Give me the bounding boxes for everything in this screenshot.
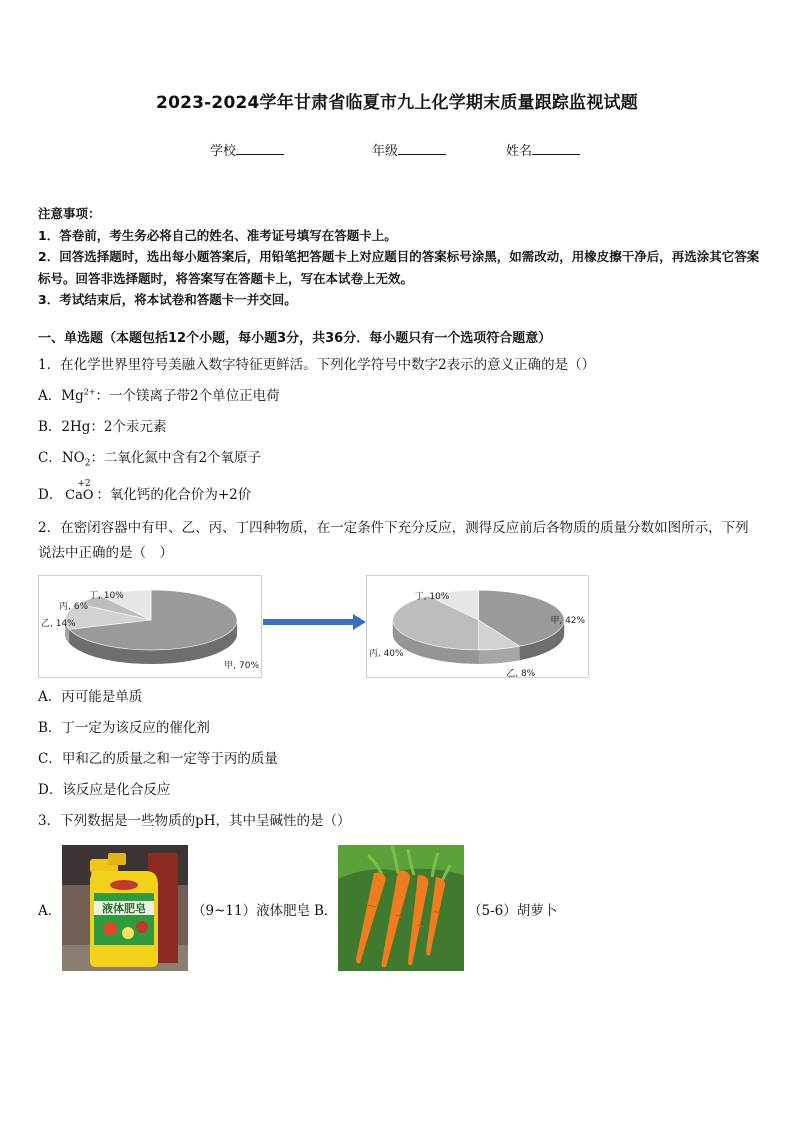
q1-a-text: ：一个镁离子带2个单位正电荷	[95, 388, 280, 404]
q3-option-b-label[interactable]: B．	[314, 903, 338, 919]
notes-block	[38, 203, 760, 311]
q3-option-a-label[interactable]: A．	[38, 903, 62, 919]
soap-label-text: 液体肥皂	[102, 902, 146, 915]
q2-option-a[interactable]: A．丙可能是单质	[38, 689, 143, 705]
question-2-stem: 2．在密闭容器中有甲、乙、丙、丁四种物质，在一定条件下充分反应，测得反应前后各物质的质量分数如图所示，下列说法中正确的是（ ）	[38, 520, 749, 561]
question-3-stem: 3．下列数据是一些物质的pH，其中呈碱性的是（）	[38, 813, 351, 829]
carrot-image	[338, 845, 464, 971]
q1-a-sup: 2+	[83, 387, 96, 397]
grade-field[interactable]	[372, 140, 446, 159]
pie-chart-before	[38, 575, 262, 678]
q1-option-d[interactable]	[38, 479, 252, 503]
notes-item: 1．答卷前，考生务必将自己的姓名、准考证号填写在答题卡上。	[38, 227, 397, 243]
school-field[interactable]	[210, 140, 284, 159]
liquid-soap-image	[62, 845, 188, 971]
q2-option-b[interactable]: B．丁一定为该反应的催化剂	[38, 720, 210, 736]
pie-chart-before-svg	[39, 576, 261, 677]
page-title: 2023-2024学年甘肃省临夏市九上化学期末质量跟踪监视试题	[156, 93, 638, 113]
school-label: 学校	[210, 144, 237, 159]
q1-d-text: ：氧化钙的化合价为+2价	[96, 487, 252, 503]
q1-c-prefix: C．NO	[38, 450, 85, 466]
q2-option-c[interactable]: C．甲和乙的质量之和一定等于丙的质量	[38, 751, 278, 767]
grade-label: 年级	[372, 144, 399, 159]
name-field[interactable]	[506, 140, 580, 159]
q1-c-sub: 2	[84, 458, 91, 469]
pie-label-甲: 甲, 42%	[550, 616, 586, 627]
q3-option-a-text: （9~11）液体肥皂	[192, 903, 311, 919]
notes-heading: 注意事项：	[38, 206, 101, 221]
q1-a-prefix: A．Mg	[38, 388, 84, 404]
q1-option-c[interactable]	[38, 446, 261, 469]
pie-label-丙: 丙, 40%	[368, 648, 404, 659]
question-1-stem: 1．在化学世界里符号美融入数字特征更鲜活。下列化学符号中数字2表示的意义正确的是（）	[38, 357, 596, 373]
pie-label-乙: 乙, 14%	[41, 619, 76, 629]
q1-d-prefix: D．	[38, 487, 63, 503]
pie-chart-after-svg	[367, 576, 588, 677]
pie-label-丁: 丁, 10%	[414, 592, 450, 603]
pie-label-甲: 甲, 70%	[224, 661, 259, 671]
q1-c-text: ：二氧化氮中含有2个氧原子	[90, 450, 262, 466]
arrow-icon	[263, 614, 367, 630]
q1-option-a[interactable]	[38, 384, 280, 404]
section-heading: 一、单选题（本题包括12个小题，每小题3分，共36分．每小题只有一个选项符合题意）	[38, 331, 552, 346]
notes-item: 2．回答选择题时，选出每小题答案后，用铅笔把答题卡上对应题目的答案标号涂黑，如需改动，用橡皮擦干净后，再选涂其它答案标号。回答非选择题时，将答案写在答题卡上，写在本试卷上无效。	[38, 249, 760, 286]
notes-item: 3．考试结束后，将本试卷和答题卡一并交回。	[38, 292, 297, 307]
name-label: 姓名	[506, 144, 533, 159]
q1-d-formula: CaO	[65, 488, 94, 503]
q3-option-b-text: （5-6）胡萝卜	[468, 903, 558, 919]
pie-label-丁: 丁, 10%	[89, 591, 124, 601]
q2-option-d[interactable]: D．该反应是化合反应	[38, 782, 171, 798]
pie-label-乙: 乙, 8%	[506, 668, 536, 677]
q1-d-valence: +2	[77, 479, 91, 489]
pie-label-丙: 丙, 6%	[59, 602, 88, 612]
q1-option-b[interactable]: B．2Hg：2个汞元素	[38, 419, 167, 435]
pie-chart-after	[366, 575, 589, 678]
